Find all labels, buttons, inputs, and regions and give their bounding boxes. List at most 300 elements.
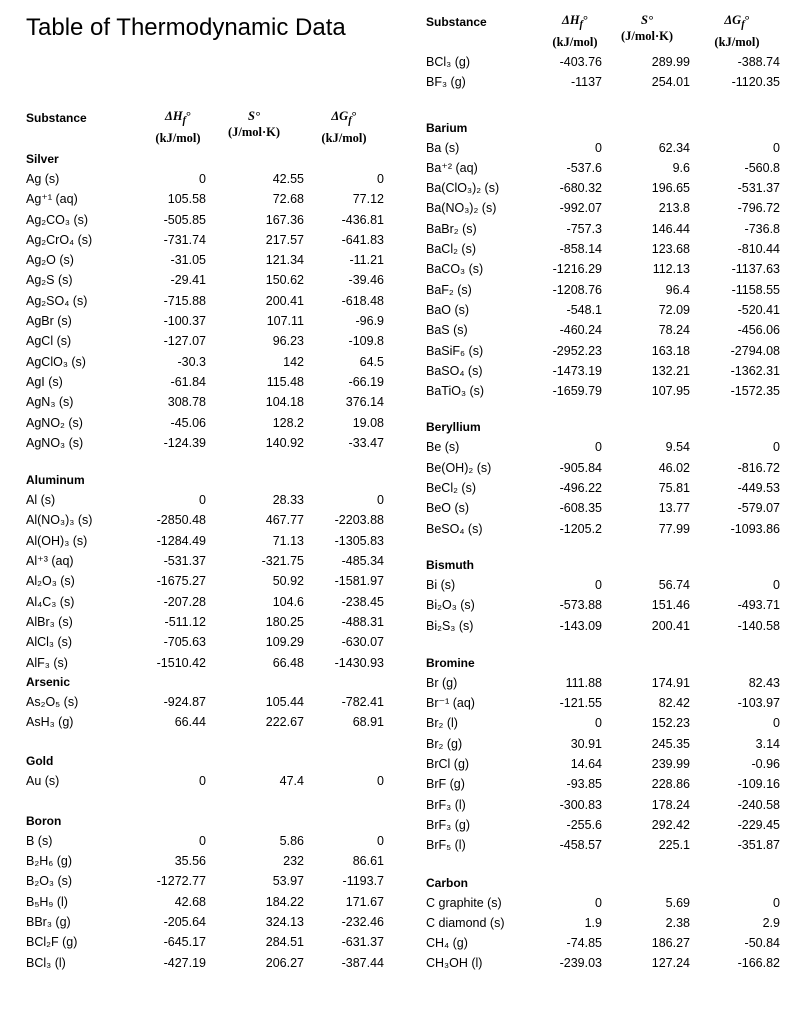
table-row <box>426 933 780 953</box>
gibbs-cell: -232.46 <box>341 914 384 929</box>
table-row <box>26 372 384 392</box>
table-row <box>426 795 780 815</box>
table-row <box>26 712 384 732</box>
substance-cell: BeO (s) <box>426 501 470 516</box>
table-row <box>26 932 384 952</box>
substance-cell: C graphite (s) <box>426 895 502 910</box>
table-row <box>26 189 384 209</box>
group-name: Arsenic <box>26 674 71 689</box>
entropy-cell: 123.68 <box>651 242 690 257</box>
substance-cell: Bi₂O₃ (s) <box>426 598 475 613</box>
table-row <box>26 592 384 612</box>
entropy-cell: 107.11 <box>266 314 304 329</box>
substance-header: Substance <box>26 111 87 125</box>
table-row <box>426 616 780 636</box>
entropy-header: S° (J/mol·K) <box>227 109 281 139</box>
gibbs-cell: -1120.35 <box>731 75 780 90</box>
table-row <box>26 250 384 270</box>
gibbs-cell: -436.81 <box>341 212 384 227</box>
group-name: Beryllium <box>426 420 481 435</box>
substance-cell: B₂H₆ (g) <box>26 854 73 869</box>
substance-cell: AgClO₃ (s) <box>26 354 86 369</box>
substance-cell: BCl₃ (g) <box>426 55 470 69</box>
entropy-cell: 178.24 <box>651 797 690 812</box>
enthalpy-cell: 0 <box>595 716 602 731</box>
gibbs-cell: -140.58 <box>737 618 780 633</box>
gibbs-cell: -520.41 <box>737 302 780 317</box>
enthalpy-cell: -121.55 <box>559 696 602 711</box>
entropy-cell: 107.95 <box>651 384 690 399</box>
entropy-cell: 62.34 <box>658 140 690 155</box>
table-row <box>426 815 780 835</box>
gibbs-cell: 64.5 <box>359 354 384 369</box>
enthalpy-cell: 30.91 <box>570 736 602 751</box>
enthalpy-cell: -2850.48 <box>156 513 206 528</box>
table-row <box>426 575 780 595</box>
table-row <box>426 893 780 913</box>
entropy-cell: 200.41 <box>651 618 690 633</box>
table-row <box>426 437 780 457</box>
enthalpy-cell: -573.88 <box>559 598 602 613</box>
enthalpy-cell: 111.88 <box>565 675 602 690</box>
substance-cell: Ag₂S (s) <box>26 273 73 288</box>
enthalpy-cell: -124.39 <box>163 435 206 450</box>
table-header <box>26 108 376 150</box>
table-row <box>26 851 384 871</box>
group-bromine <box>426 636 780 856</box>
entropy-cell: 9.6 <box>672 160 690 175</box>
substance-cell: AgNO₂ (s) <box>26 415 83 430</box>
gibbs-cell: -631.37 <box>341 935 384 950</box>
table-row <box>426 835 780 855</box>
entropy-cell: 239.99 <box>651 757 690 772</box>
entropy-cell: 132.21 <box>651 363 690 378</box>
entropy-cell: 50.92 <box>272 574 304 589</box>
entropy-cell: 75.81 <box>658 481 690 496</box>
entropy-cell: 112.13 <box>652 262 690 277</box>
gibbs-cell: -485.34 <box>341 554 384 569</box>
table-row <box>426 219 780 239</box>
table-row <box>426 300 780 320</box>
group-carbon <box>426 856 780 974</box>
substance-cell: AlBr₃ (s) <box>26 614 73 629</box>
gibbs-header: $\Delta G_f^\circ$ (kJ/mol) <box>321 109 367 145</box>
enthalpy-cell: -1205.2 <box>559 521 602 536</box>
entropy-cell: 127.24 <box>651 956 690 971</box>
table-row <box>26 230 384 250</box>
entropy-cell: 167.36 <box>265 212 304 227</box>
substance-cell: CH₄ (g) <box>426 936 468 951</box>
entropy-cell: 292.42 <box>651 817 690 832</box>
enthalpy-cell: -207.28 <box>163 594 206 609</box>
enthalpy-cell: -1510.42 <box>156 655 206 670</box>
entropy-cell: 2.38 <box>665 915 690 930</box>
table-row <box>26 871 384 891</box>
substance-cell: Ag₂SO₄ (s) <box>26 293 88 308</box>
substance-cell: BCl₂F (g) <box>26 935 78 950</box>
substance-cell: Br₂ (l) <box>426 716 458 731</box>
table-row <box>26 169 384 189</box>
substance-cell: Ba(ClO₃)₂ (s) <box>426 181 500 196</box>
substance-cell: BF₃ (g) <box>426 75 466 90</box>
substance-cell: BeSO₄ (s) <box>426 521 483 536</box>
enthalpy-cell: -705.63 <box>163 635 206 650</box>
enthalpy-cell: -255.6 <box>566 817 602 832</box>
gibbs-cell: 86.61 <box>352 854 384 869</box>
table-row <box>426 158 780 178</box>
entropy-cell: 150.62 <box>265 273 304 288</box>
substance-cell: AgN₃ (s) <box>26 395 74 410</box>
table-row <box>426 361 780 381</box>
gibbs-cell: -109.8 <box>348 334 384 349</box>
enthalpy-cell: -427.19 <box>163 955 206 970</box>
gibbs-cell: 77.12 <box>352 192 384 207</box>
enthalpy-cell: -74.85 <box>566 936 602 951</box>
right-column <box>426 12 780 974</box>
left-table-body <box>26 150 384 973</box>
substance-cell: BaCO₃ (s) <box>426 262 484 277</box>
enthalpy-cell: 66.44 <box>174 715 206 730</box>
group-beryllium <box>426 401 780 538</box>
gibbs-cell: -449.53 <box>737 481 780 496</box>
table-row <box>426 693 780 713</box>
group-name: Gold <box>26 754 54 769</box>
table-row <box>26 771 384 791</box>
table-row <box>426 953 780 973</box>
gibbs-cell: -103.97 <box>737 696 780 711</box>
enthalpy-cell: -30.3 <box>177 354 206 369</box>
table-row <box>26 571 384 591</box>
entropy-cell: 96.4 <box>665 282 690 297</box>
enthalpy-cell: 0 <box>199 172 206 186</box>
entropy-cell: 42.55 <box>272 172 304 186</box>
gibbs-cell: -351.87 <box>737 838 780 853</box>
enthalpy-cell: -1675.27 <box>156 574 206 589</box>
entropy-cell: 78.24 <box>658 323 690 338</box>
entropy-cell: 5.86 <box>279 833 304 848</box>
table-row <box>26 413 384 433</box>
table-row <box>26 912 384 932</box>
enthalpy-cell: 0 <box>595 577 602 592</box>
group-aluminum <box>26 453 384 673</box>
gibbs-cell: -1572.35 <box>730 384 780 399</box>
gibbs-cell: 0 <box>773 716 780 731</box>
group-name: Barium <box>426 120 468 135</box>
table-row <box>26 653 384 673</box>
substance-cell: Al(OH)₃ (s) <box>26 533 88 548</box>
entropy-cell: 289.99 <box>651 55 690 69</box>
gibbs-cell: -782.41 <box>341 694 384 709</box>
table-row <box>426 239 780 259</box>
substance-cell: Br₂ (g) <box>426 736 463 751</box>
table-row <box>26 632 384 652</box>
substance-cell: Al₄C₃ (s) <box>26 594 75 609</box>
substance-cell: B₅H₉ (l) <box>26 894 68 909</box>
entropy-cell: 196.65 <box>651 181 690 196</box>
substance-cell: Be (s) <box>426 440 460 455</box>
gibbs-cell: 3.14 <box>755 736 780 751</box>
group-gold <box>26 732 384 791</box>
gibbs-cell: -238.45 <box>341 594 384 609</box>
enthalpy-cell: -608.35 <box>559 501 602 516</box>
entropy-cell: 28.33 <box>272 493 304 508</box>
substance-cell: BaO (s) <box>426 302 470 317</box>
enthalpy-cell: -537.6 <box>566 160 602 175</box>
substance-cell: Bi (s) <box>426 577 456 592</box>
gibbs-cell: -630.07 <box>341 635 384 650</box>
gibbs-cell: 82.43 <box>748 675 780 690</box>
table-row <box>26 612 384 632</box>
enthalpy-cell: -31.05 <box>170 253 206 268</box>
gibbs-cell: 376.14 <box>345 395 384 410</box>
gibbs-cell: -816.72 <box>737 460 780 475</box>
table-row <box>26 510 384 530</box>
entropy-cell: 56.74 <box>658 577 690 592</box>
table-row <box>426 754 780 774</box>
entropy-cell: 151.46 <box>651 598 690 613</box>
table-row <box>426 595 780 615</box>
entropy-cell: 467.77 <box>265 513 304 528</box>
enthalpy-cell: -992.07 <box>559 201 602 216</box>
gibbs-cell: -488.31 <box>341 614 384 629</box>
table-row <box>426 774 780 794</box>
substance-cell: Ag₂CrO₄ (s) <box>26 232 93 247</box>
substance-cell: AgNO₃ (s) <box>26 435 84 450</box>
enthalpy-cell: 0 <box>199 493 206 508</box>
enthalpy-cell: 0 <box>199 833 206 848</box>
enthalpy-cell: -1659.79 <box>552 384 602 399</box>
table-header <box>426 12 776 54</box>
group-arsenic <box>26 673 384 733</box>
gibbs-cell: -641.83 <box>341 232 384 247</box>
group-name: Boron <box>26 813 62 828</box>
right-top-rows <box>426 52 780 93</box>
entropy-cell: 96.23 <box>272 334 304 349</box>
enthalpy-cell: -205.64 <box>163 914 206 929</box>
gibbs-cell: 171.67 <box>345 894 384 909</box>
substance-cell: Br (g) <box>426 675 458 690</box>
enthalpy-cell: -715.88 <box>163 293 206 308</box>
gibbs-cell: -1362.31 <box>730 363 780 378</box>
enthalpy-cell: -1473.19 <box>552 363 602 378</box>
entropy-cell: 9.54 <box>665 440 690 455</box>
substance-cell: BrCl (g) <box>426 757 470 772</box>
entropy-cell: 104.18 <box>265 395 304 410</box>
gibbs-cell: -560.8 <box>744 160 780 175</box>
table-row <box>426 913 780 933</box>
gibbs-cell: 0 <box>377 833 384 848</box>
table-row <box>426 341 780 361</box>
enthalpy-cell: -1216.29 <box>552 262 602 277</box>
enthalpy-cell: -403.76 <box>559 55 602 69</box>
group-name: Bismuth <box>426 557 474 572</box>
enthalpy-header: $\Delta H_f^\circ$ (kJ/mol) <box>552 13 598 49</box>
gibbs-cell: -493.71 <box>737 598 780 613</box>
enthalpy-cell: 35.56 <box>174 854 206 869</box>
gibbs-cell: 0 <box>377 493 384 508</box>
entropy-cell: 115.48 <box>266 374 304 389</box>
table-row <box>26 291 384 311</box>
group-boron <box>26 792 384 973</box>
gibbs-cell: -1430.93 <box>334 655 384 670</box>
substance-cell: BBr₃ (g) <box>26 914 71 929</box>
substance-cell: BrF (g) <box>426 777 465 792</box>
enthalpy-cell: -100.37 <box>163 314 206 329</box>
page-title: Table of Thermodynamic Data <box>26 14 346 41</box>
table-row <box>426 478 780 498</box>
gibbs-cell: -810.44 <box>737 242 780 257</box>
substance-cell: Ba⁺² (aq) <box>426 160 478 175</box>
entropy-cell: 217.57 <box>265 232 304 247</box>
group-silver <box>26 150 384 453</box>
enthalpy-cell: -458.57 <box>559 838 602 853</box>
table-row <box>26 692 384 712</box>
gibbs-cell: -50.84 <box>744 936 780 951</box>
gibbs-cell: -796.72 <box>737 201 780 216</box>
entropy-cell: 206.27 <box>265 955 304 970</box>
gibbs-cell: -579.07 <box>737 501 780 516</box>
entropy-cell: 184.22 <box>265 894 304 909</box>
entropy-cell: 72.68 <box>272 192 304 207</box>
entropy-cell: 225.1 <box>658 838 690 853</box>
entropy-cell: 140.92 <box>265 435 304 450</box>
enthalpy-cell: -731.74 <box>163 232 206 247</box>
gibbs-cell: -1137.63 <box>731 262 780 277</box>
enthalpy-cell: -858.14 <box>559 242 602 257</box>
table-row <box>426 734 780 754</box>
substance-cell: Ag₂CO₃ (s) <box>26 212 89 227</box>
substance-cell: AlCl₃ (s) <box>26 635 73 650</box>
table-row <box>26 392 384 412</box>
table-row <box>26 331 384 351</box>
gibbs-cell: -33.47 <box>348 435 384 450</box>
gibbs-cell: -2203.88 <box>334 513 384 528</box>
enthalpy-cell: -505.85 <box>163 212 206 227</box>
enthalpy-cell: -531.37 <box>163 554 206 569</box>
gibbs-cell: 0 <box>773 140 780 155</box>
table-row <box>426 320 780 340</box>
enthalpy-cell: -61.84 <box>170 374 206 389</box>
enthalpy-cell: 0 <box>595 895 602 910</box>
right-table-body <box>426 119 780 974</box>
entropy-cell: 53.97 <box>272 874 304 889</box>
table-row <box>426 458 780 478</box>
gibbs-cell: -96.9 <box>355 314 384 329</box>
entropy-cell: 142 <box>283 354 304 369</box>
enthalpy-cell: -300.83 <box>559 797 602 812</box>
enthalpy-cell: -29.41 <box>170 273 206 288</box>
gibbs-cell: -229.45 <box>737 817 780 832</box>
left-column <box>26 108 384 973</box>
substance-cell: B₂O₃ (s) <box>26 874 73 889</box>
gibbs-cell: -166.82 <box>737 956 780 971</box>
table-row <box>426 259 780 279</box>
entropy-cell: 77.99 <box>658 521 690 536</box>
gibbs-cell: 0 <box>773 440 780 455</box>
entropy-cell: -321.75 <box>261 554 304 569</box>
table-row <box>26 892 384 912</box>
substance-cell: AsH₃ (g) <box>26 715 74 730</box>
enthalpy-cell: -239.03 <box>559 956 602 971</box>
enthalpy-cell: -924.87 <box>163 694 206 709</box>
table-row <box>26 831 384 851</box>
enthalpy-cell: -45.06 <box>170 415 206 430</box>
table-row <box>26 490 384 510</box>
substance-cell: Ag₂O (s) <box>26 253 74 268</box>
substance-cell: C diamond (s) <box>426 915 505 930</box>
substance-cell: Al(NO₃)₃ (s) <box>26 513 93 528</box>
gibbs-cell: -387.44 <box>341 955 384 970</box>
gibbs-cell: -1305.83 <box>334 533 384 548</box>
group-barium <box>426 119 780 402</box>
entropy-cell: 163.18 <box>651 343 690 358</box>
enthalpy-cell: -1137 <box>570 75 602 90</box>
gibbs-cell: 0 <box>773 577 780 592</box>
enthalpy-cell: -680.32 <box>559 181 602 196</box>
entropy-cell: 5.69 <box>665 895 690 910</box>
substance-header: Substance <box>426 15 487 29</box>
table-row <box>26 210 384 230</box>
gibbs-cell: -388.74 <box>737 55 780 69</box>
substance-cell: BaTiO₃ (s) <box>426 384 485 399</box>
entropy-cell: 324.13 <box>265 914 304 929</box>
enthalpy-cell: 42.68 <box>174 894 206 909</box>
gibbs-cell: 2.9 <box>762 915 780 930</box>
group-bismuth <box>426 539 780 636</box>
entropy-cell: 180.25 <box>265 614 304 629</box>
enthalpy-cell: -127.07 <box>163 334 206 349</box>
table-row <box>26 311 384 331</box>
gibbs-cell: -240.58 <box>737 797 780 812</box>
gibbs-cell: 0 <box>377 774 384 789</box>
gibbs-cell: -1158.55 <box>731 282 780 297</box>
table-row <box>26 551 384 571</box>
enthalpy-cell: -548.1 <box>566 302 602 317</box>
entropy-cell: 128.2 <box>272 415 304 430</box>
entropy-cell: 245.35 <box>651 736 690 751</box>
entropy-header: S° (J/mol·K) <box>620 13 674 43</box>
group-name: Bromine <box>426 655 475 670</box>
enthalpy-cell: 0 <box>595 140 602 155</box>
gibbs-cell: -109.16 <box>737 777 780 792</box>
table-row <box>426 52 780 72</box>
enthalpy-cell: -1208.76 <box>552 282 602 297</box>
enthalpy-cell: -645.17 <box>163 935 206 950</box>
substance-cell: Be(OH)₂ (s) <box>426 460 492 475</box>
entropy-cell: 186.27 <box>651 936 690 951</box>
group-name: Silver <box>26 152 59 166</box>
substance-cell: AgI (s) <box>26 374 63 389</box>
table-row <box>26 270 384 290</box>
enthalpy-cell: -2952.23 <box>552 343 602 358</box>
enthalpy-cell: -757.3 <box>566 221 602 236</box>
substance-cell: Br⁻¹ (aq) <box>426 696 475 711</box>
substance-cell: AgBr (s) <box>26 314 72 329</box>
substance-cell: BrF₃ (g) <box>426 817 470 832</box>
gibbs-header: $\Delta G_f^\circ$ (kJ/mol) <box>714 13 760 49</box>
substance-cell: BCl₃ (l) <box>26 955 66 970</box>
entropy-cell: 213.8 <box>658 201 690 216</box>
enthalpy-cell: -1272.77 <box>156 874 206 889</box>
gibbs-cell: -1193.7 <box>342 874 384 889</box>
substance-cell: Al⁺³ (aq) <box>26 554 74 569</box>
gibbs-cell: -1581.97 <box>334 574 384 589</box>
substance-cell: AlF₃ (s) <box>26 655 68 670</box>
gibbs-cell: -736.8 <box>744 221 780 236</box>
table-row <box>426 713 780 733</box>
gibbs-cell: -11.21 <box>349 253 384 268</box>
entropy-cell: 104.6 <box>272 594 304 609</box>
